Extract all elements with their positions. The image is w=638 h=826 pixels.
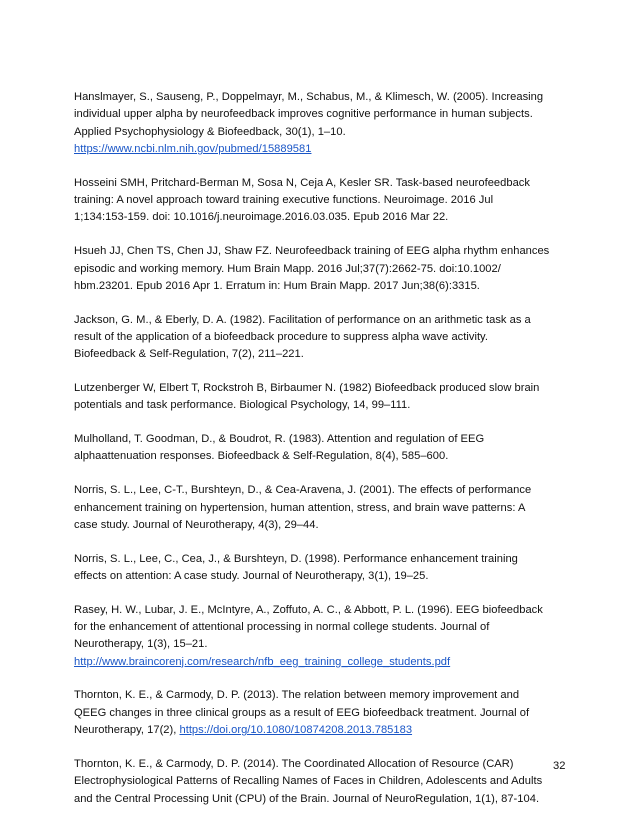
reference-entry — [74, 89, 574, 158]
reference-text: for the enhancement of attentional processing in normal college students. Journal of — [74, 621, 490, 634]
reference-text: Hsueh JJ, Chen TS, Chen JJ, Shaw FZ. Neurofeedback training of EEG alpha rhythm enhances — [74, 245, 550, 258]
reference-line — [74, 243, 574, 260]
reference-line — [74, 791, 574, 808]
reference-link[interactable]: http://www.braincorenj.com/research/nfb_eeg_training_college_students.pdf — [74, 655, 451, 668]
reference-text: Norris, S. L., Lee, C., Cea, J., & Burshteyn, D. (1998). Performance enhancement training — [74, 552, 518, 565]
reference-text: effects on attention: A case study. Journal of Neurotherapy, 3(1), 19–25. — [74, 569, 429, 582]
reference-line — [74, 722, 574, 739]
reference-line — [74, 312, 574, 329]
reference-line — [74, 261, 574, 278]
reference-line — [74, 209, 574, 226]
reference-text: Biofeedback & Self-Regulation, 7(2), 211–221. — [74, 348, 304, 361]
reference-text: episodic and working memory. Hum Brain Mapp. 2016 Jul;37(7):2662-75. doi:10.1002/ — [74, 262, 501, 275]
reference-line — [74, 124, 574, 141]
reference-entry — [74, 431, 574, 466]
reference-entry — [74, 756, 574, 808]
reference-line — [74, 175, 574, 192]
reference-line — [74, 89, 574, 106]
reference-line — [74, 602, 574, 619]
reference-line — [74, 654, 574, 671]
reference-link[interactable]: https://www.ncbi.nlm.nih.gov/pubmed/15889581 — [74, 143, 312, 156]
reference-text: Thornton, K. E., & Carmody, D. P. (2013). The relation between memory improvement and — [74, 689, 520, 702]
reference-entry — [74, 551, 574, 586]
reference-entry — [74, 175, 574, 227]
reference-line — [74, 397, 574, 414]
reference-text: and the Central Processing Unit (CPU) of the Brain. Journal of NeuroRegulation, 1(1), 87-104. — [74, 792, 540, 805]
reference-line — [74, 517, 574, 534]
reference-text: Thornton, K. E., & Carmody, D. P. (2014). The Coordinated Allocation of Resource (CAR) — [74, 757, 514, 770]
reference-text: enhancement training on hypertension, human attention, stress, and brain wave patterns: A — [74, 501, 526, 514]
reference-text: case study. Journal of Neurotherapy, 4(3), 29–44. — [74, 518, 319, 531]
reference-text: Jackson, G. M., & Eberly, D. A. (1982). Facilitation of performance on an arithmetic task as a — [74, 313, 531, 326]
reference-entry — [74, 312, 574, 364]
reference-text: potentials and task performance. Biological Psychology, 14, 99–111. — [74, 399, 411, 412]
reference-text: individual upper alpha by neurofeedback improves cognitive performance in human subjects. — [74, 108, 533, 121]
reference-text: QEEG changes in three clinical groups as a result of EEG biofeedback treatment. Journal of — [74, 706, 530, 719]
reference-line — [74, 192, 574, 209]
reference-line — [74, 568, 574, 585]
reference-line — [74, 141, 574, 158]
reference-line — [74, 431, 574, 448]
reference-entry — [74, 602, 574, 671]
reference-text: Applied Psychophysiology & Biofeedback, 30(1), 1–10. — [74, 125, 346, 138]
reference-text: hbm.23201. Epub 2016 Apr 1. Erratum in: Hum Brain Mapp. 2017 Jun;38(6):3315. — [74, 279, 480, 292]
reference-text: Electrophysiological Patterns of Recalling Names of Faces in Children, Adolescents and Adults — [74, 775, 543, 788]
reference-text: training: A novel approach toward training executive functions. Neuroimage. 2016 Jul — [74, 194, 494, 207]
reference-text: Neurotherapy, 17(2), — [74, 724, 180, 737]
reference-line — [74, 551, 574, 568]
reference-line — [74, 106, 574, 123]
reference-line — [74, 500, 574, 517]
reference-line — [74, 705, 574, 722]
reference-text: Rasey, H. W., Lubar, J. E., McIntyre, A., Zoffuto, A. C., & Abbott, P. L. (1996). EEG biofeedback — [74, 603, 543, 616]
reference-line — [74, 329, 574, 346]
reference-line — [74, 636, 574, 653]
reference-line — [74, 380, 574, 397]
reference-text: result of the application of a biofeedback procedure to suppress alpha wave activity. — [74, 330, 488, 343]
reference-entry — [74, 482, 574, 534]
reference-text: Mulholland, T. Goodman, D., & Boudrot, R. (1983). Attention and regulation of EEG — [74, 433, 485, 446]
reference-line — [74, 619, 574, 636]
reference-text: 1;134:153-159. doi: 10.1016/j.neuroimage.2016.03.035. Epub 2016 Mar 22. — [74, 211, 449, 224]
reference-line — [74, 346, 574, 363]
reference-line — [74, 278, 574, 295]
reference-line — [74, 687, 574, 704]
reference-text: Hanslmayer, S., Sauseng, P., Doppelmayr, M., Schabus, M., & Klimesch, W. (2005). Increasing — [74, 91, 544, 103]
reference-line — [74, 448, 574, 465]
reference-text: Norris, S. L., Lee, C-T., Burshteyn, D., & Cea-Aravena, J. (2001). The effects of performance — [74, 484, 532, 497]
reference-link[interactable]: https://doi.org/10.1080/10874208.2013.785183 — [179, 724, 413, 737]
reference-entry — [74, 687, 574, 739]
reference-entry — [74, 380, 574, 415]
reference-list — [74, 89, 574, 824]
page-number: 32 — [553, 760, 566, 772]
reference-text: alphaattenuation responses. Biofeedback & Self-Regulation, 8(4), 585–600. — [74, 450, 449, 463]
reference-line — [74, 773, 574, 790]
reference-text: Hosseini SMH, Pritchard-Berman M, Sosa N, Ceja A, Kesler SR. Task-based neurofeedback — [74, 176, 530, 189]
reference-line — [74, 756, 574, 773]
reference-text: Lutzenberger W, Elbert T, Rockstroh B, Birbaumer N. (1982) Biofeedback produced slow brain — [74, 382, 540, 395]
reference-text: Neurotherapy, 1(3), 15–21. — [74, 638, 208, 651]
reference-entry — [74, 243, 574, 295]
reference-line — [74, 482, 574, 499]
